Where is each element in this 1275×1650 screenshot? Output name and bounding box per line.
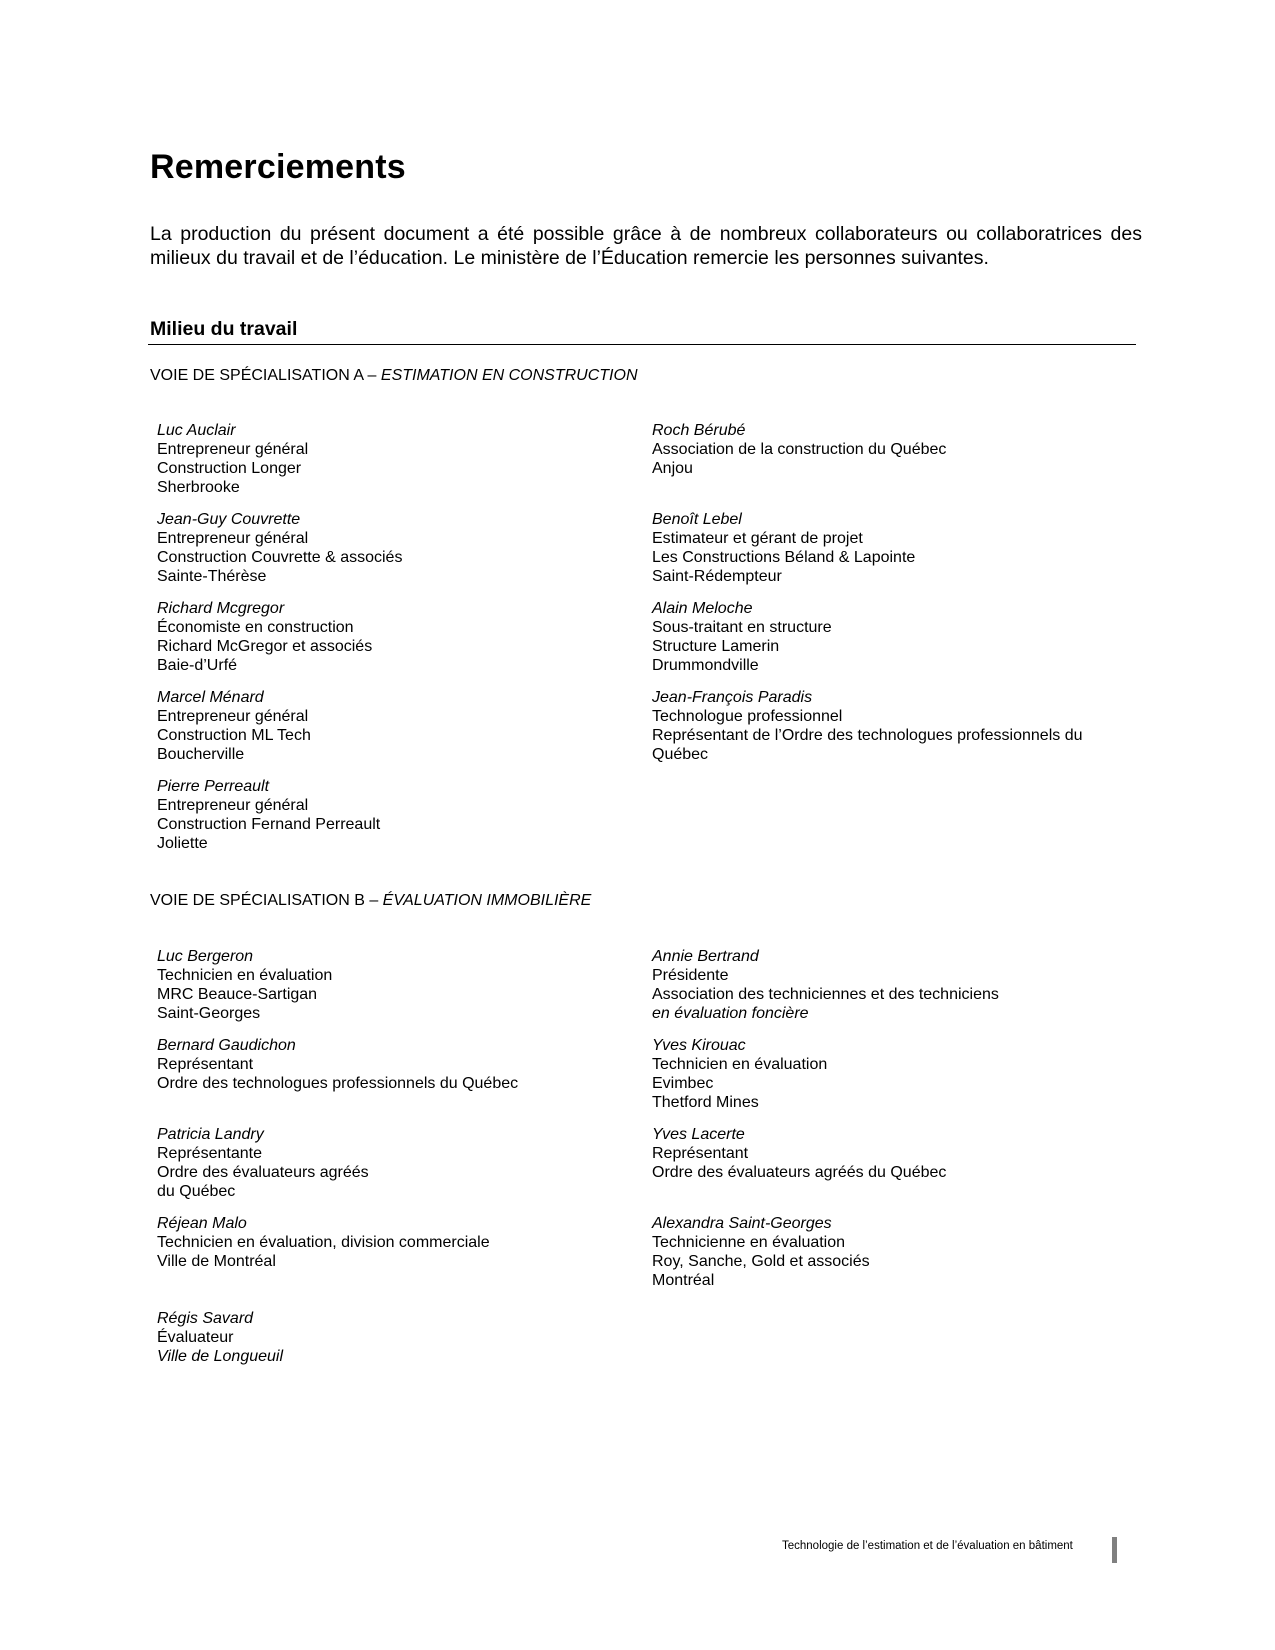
voie-b-name: ÉVALUATION IMMOBILIÈRE xyxy=(382,892,592,909)
person-city: Boucherville xyxy=(157,746,245,763)
person-organization-cont: du Québec xyxy=(157,1183,236,1200)
person-title: Technicienne en évaluation xyxy=(652,1234,846,1251)
person-organization: MRC Beauce-Sartigan xyxy=(157,986,318,1003)
person-name: Jean-François Paradis xyxy=(652,689,813,706)
contact-card xyxy=(157,688,311,764)
person-title: Entrepreneur général xyxy=(157,441,309,458)
person-title: Sous-traitant en structure xyxy=(652,619,832,636)
person-title: Représentant xyxy=(652,1145,749,1162)
voie-a-heading: VOIE DE SPÉCIALISATION A – ESTIMATION EN CONSTRUCTION xyxy=(150,367,638,384)
section-divider xyxy=(148,344,1136,345)
section-title: Milieu du travail xyxy=(150,318,298,340)
person-title: Technologue professionnel xyxy=(652,708,843,725)
person-organization: Association des techniciennes et des techniciens xyxy=(652,986,999,1003)
person-organization: Construction Fernand Perreault xyxy=(157,816,381,833)
person-title: Technicien en évaluation xyxy=(652,1056,828,1073)
person-name: Roch Bérubé xyxy=(652,422,746,439)
person-organization: Construction Longer xyxy=(157,460,302,477)
contact-card xyxy=(652,599,1122,675)
person-name: Jean-Guy Couvrette xyxy=(157,511,301,528)
contact-card xyxy=(157,947,332,1023)
person-name: Benoît Lebel xyxy=(652,511,742,528)
person-title: Représentant xyxy=(157,1056,254,1073)
person-organization: Construction ML Tech xyxy=(157,727,311,744)
contact-card xyxy=(157,1214,490,1271)
person-city: Montréal xyxy=(652,1272,715,1289)
person-organization: Roy, Sanche, Gold et associés xyxy=(652,1253,870,1270)
person-city: Sainte-Thérèse xyxy=(157,568,267,585)
person-organization: Richard McGregor et associés xyxy=(157,638,373,655)
person-organization: Ordre des évaluateurs agréés du Québec xyxy=(652,1164,947,1181)
person-title: Technicien en évaluation xyxy=(157,967,333,984)
contact-card xyxy=(652,688,1122,764)
person-name: Yves Lacerte xyxy=(652,1126,745,1143)
person-city: Sherbrooke xyxy=(157,479,240,496)
person-organization: Ville de Longueuil xyxy=(157,1348,284,1365)
person-title: Présidente xyxy=(652,967,729,984)
person-name: Annie Bertrand xyxy=(652,948,759,965)
page-title: Remerciements xyxy=(150,148,406,186)
person-name: Alexandra Saint-Georges xyxy=(652,1215,832,1232)
person-title: Entrepreneur général xyxy=(157,797,309,814)
person-organization: Association de la construction du Québec xyxy=(652,441,947,458)
person-city: Saint-Georges xyxy=(157,1005,261,1022)
footer-title: Technologie de l’estimation et de l’évaluation en bâtiment xyxy=(782,1540,1073,1552)
contact-card xyxy=(652,421,1122,478)
person-organization: Les Constructions Béland & Lapointe xyxy=(652,549,916,566)
contact-card xyxy=(652,947,1122,1023)
person-name: Luc Auclair xyxy=(157,422,236,439)
person-title: Technicien en évaluation, division commerciale xyxy=(157,1234,490,1251)
person-name: Bernard Gaudichon xyxy=(157,1037,296,1054)
person-title: Entrepreneur général xyxy=(157,530,309,547)
contact-card xyxy=(157,599,372,675)
footer-bar xyxy=(1112,1537,1117,1563)
contact-card xyxy=(157,777,380,853)
person-organization: Ville de Montréal xyxy=(157,1253,276,1270)
contact-card xyxy=(157,1036,518,1093)
contact-card xyxy=(652,1125,1122,1182)
person-organization: Construction Couvrette & associés xyxy=(157,549,403,566)
person-name: Luc Bergeron xyxy=(157,948,254,965)
person-name: Patricia Landry xyxy=(157,1126,264,1143)
person-title: Économiste en construction xyxy=(157,619,354,636)
intro-paragraph: La production du présent document a été possible grâce à de nombreux collaborateurs ou collaboratrices des milieux du travail et de l’éducation. Le ministère de l’Éducation remercie les personnes suivantes. xyxy=(150,223,1142,269)
person-name: Régis Savard xyxy=(157,1310,254,1327)
person-title: Estimateur et gérant de projet xyxy=(652,530,863,547)
person-organization: Evimbec xyxy=(652,1075,714,1092)
person-organization-cont: en évaluation foncière xyxy=(652,1005,809,1022)
contact-card xyxy=(157,421,308,497)
person-name: Pierre Perreault xyxy=(157,778,270,795)
person-name: Réjean Malo xyxy=(157,1215,247,1232)
person-title: Représentante xyxy=(157,1145,262,1162)
person-city: Anjou xyxy=(652,460,693,477)
contact-card xyxy=(157,1309,283,1366)
person-city: Joliette xyxy=(157,835,208,852)
person-name: Richard Mcgregor xyxy=(157,600,285,617)
person-organization: Structure Lamerin xyxy=(652,638,780,655)
person-organization: Représentant de l’Ordre des technologues professionnels du Québec xyxy=(652,727,1083,763)
person-city: Baie-d’Urfé xyxy=(157,657,238,674)
person-name: Alain Meloche xyxy=(652,600,753,617)
person-title: Entrepreneur général xyxy=(157,708,309,725)
voie-a-name: ESTIMATION EN CONSTRUCTION xyxy=(380,367,638,384)
person-name: Yves Kirouac xyxy=(652,1037,746,1054)
contact-card xyxy=(157,510,402,586)
contact-card xyxy=(652,1214,1122,1290)
contact-card xyxy=(652,510,1122,586)
person-organization: Ordre des technologues professionnels du Québec xyxy=(157,1075,519,1092)
person-city: Drummondville xyxy=(652,657,759,674)
person-organization: Ordre des évaluateurs agréés xyxy=(157,1164,369,1181)
person-city: Saint-Rédempteur xyxy=(652,568,782,585)
person-city: Thetford Mines xyxy=(652,1094,759,1111)
person-name: Marcel Ménard xyxy=(157,689,264,706)
person-title: Évaluateur xyxy=(157,1329,234,1346)
voie-b-heading: VOIE DE SPÉCIALISATION B – ÉVALUATION IMMOBILIÈRE xyxy=(150,892,592,909)
contact-card xyxy=(157,1125,369,1201)
contact-card xyxy=(652,1036,1122,1112)
